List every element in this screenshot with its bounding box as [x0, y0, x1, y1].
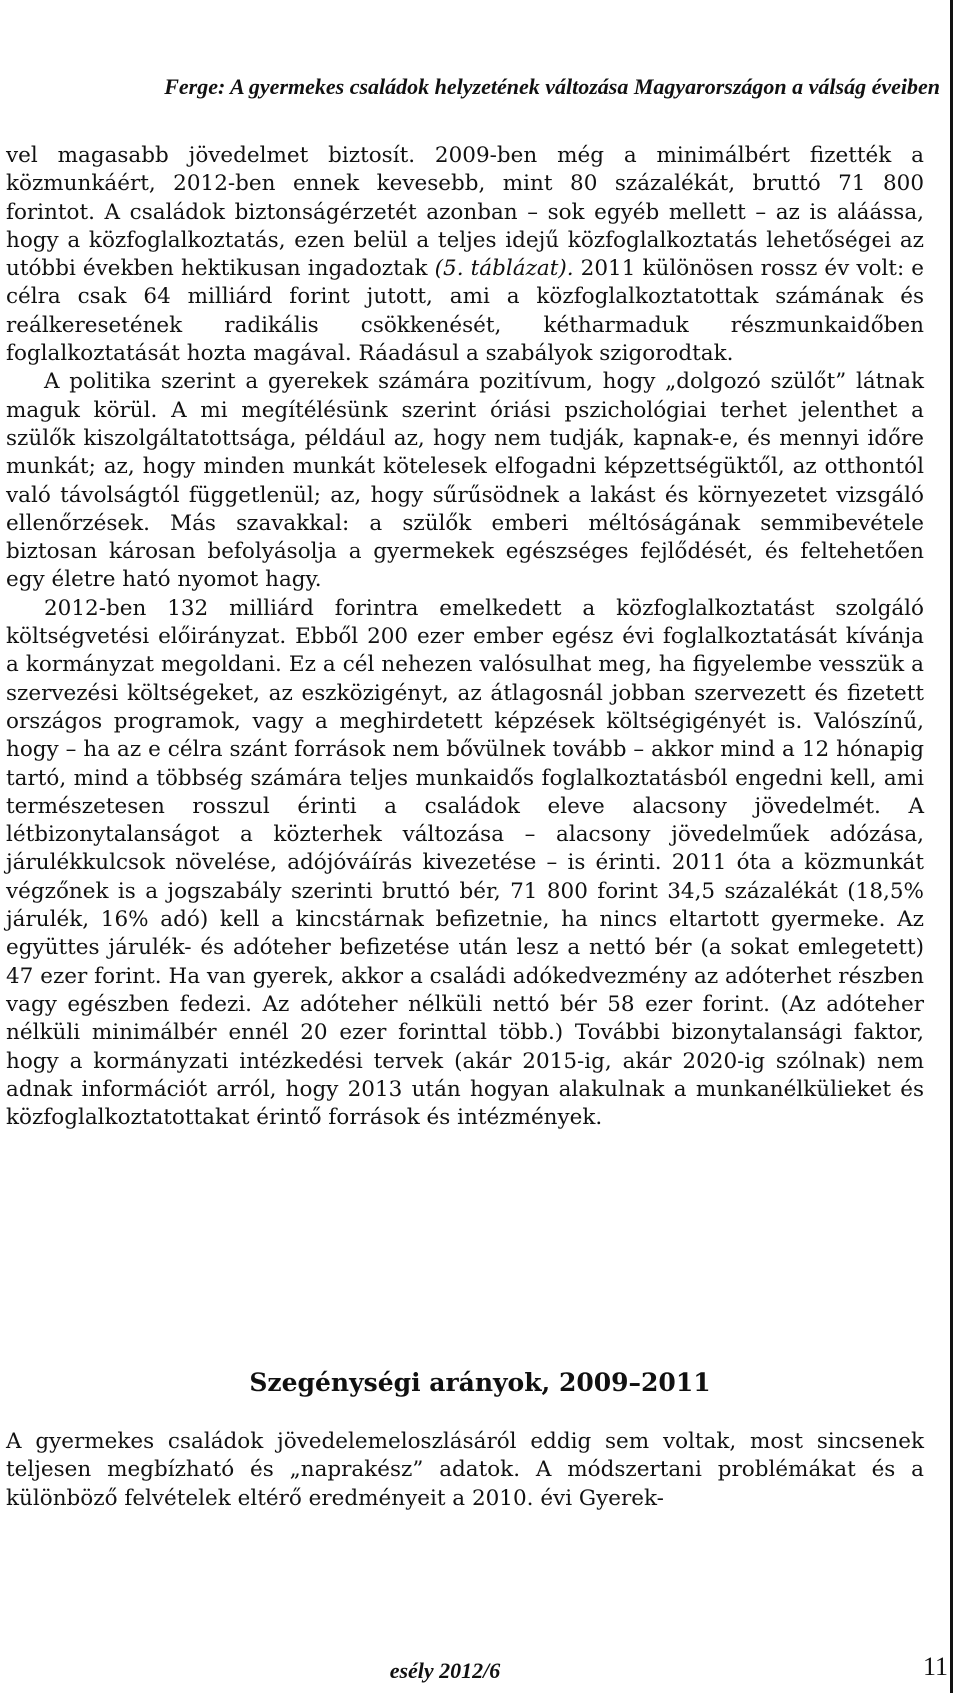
- paragraph-1-text-b: 2011 különösen rossz év volt: e célra csak 64 milliárd forint jutott, ami a közfoglalkoztatottak számának és reálkeresetének radikális csökkenését, kétharmaduk részmunkaidőben foglalkoztatását hozta magával. Ráadásul a szabályok szigorodtak.: [6, 256, 924, 367]
- paragraph-2: A politika szerint a gyerekek számára pozitívum, hogy „dolgozó szülőt” látnak maguk körül. A mi megítélésünk szerint óriási pszichológiai terhet jelenthet a szülők kiszolgáltatottsága, például az, hogy nem tudják, kapnak-e, és mennyi időre munkát; az, hogy minden munkát kötelesek elfogadni képzettségüktől, az otthontól való távolságtól függetlenül; az, hogy sűrűsödnek a lakást és környezetet vizsgáló ellenőrzések. Más szavakkal: a szülők emberi méltóságának semmibevétele biztosan károsan befolyásolja a gyermekek egészséges fejlődését, és feltehetően egy életre ható nyomot hagy.: [6, 369, 924, 593]
- section-heading: Szegénységi arányok, 2009–2011: [249, 1368, 711, 1397]
- footer-journal-issue: esély 2012/6: [389, 1658, 501, 1683]
- paragraph-3: 2012-ben 132 milliárd forintra emelkedett a közfoglalkoztatást szolgáló költségvetési előirányzat. Ebből 200 ezer ember egész évi foglalkoztatását kívánja a kormányzat megoldani. Ez a cél nehezen valósulhat meg, ha figyelembe vesszük a szervezési költségeket, az eszközigényt, az átlagosnál jobban szervezett és fizetett országos programok, vagy a meghirdetett képzések költségigényét is. Valószínű, hogy – ha az e célra szánt források nem bővülnek tovább – akkor mind a 12 hónapig tartó, mind a többség számára teljes munkaidős foglalkoztatásból engedni kell, ami természetesen rosszul érinti a családok eleve alacsony jövedelmét. A létbizonytalanságot a közterhek változása – alacsony jövedelműek adózása, járulékkulcsok növelése, adójóváírás kivezetése – is érinti. 2011 óta a közmunkát végzőnek is a jogszabály szerinti bruttó bér, 71 800 forint 34,5 százalékát (18,5% járulék, 16% adó) kell a kincstárnak befizetnie, ha nincs eltartott gyermeke. Az együttes járulék- és adóteher befizetése után lesz a nettó bér (a sokat emlegetett) 47 ezer forint. Ha van gyerek, akkor a családi adókedvezmény az adóterhet részben vagy egészben fedezi. Az adóteher nélküli nettó bér 58 ezer forint. (Az adóteher nélküli minimálbér ennél 20 ezer forinttal több.) További bizonytalansági faktor, hogy a kormányzati intézkedési tervek (akár 2015-ig, akár 2020-ig szólnak) nem adnak információt arról, hogy 2013 után hogyan alakulnak a munkanélkülieket és közfoglalkoztatottakat érintő források és intézmények.: [6, 595, 924, 1131]
- table-reference: (5. táblázat).: [434, 256, 574, 282]
- paragraph-1: [6, 142, 924, 368]
- page-number: 11: [922, 1652, 948, 1681]
- page-edge-rule: [950, 0, 953, 1693]
- section-paragraph: A gyermekes családok jövedelemeloszlásáról eddig sem voltak, most sincsenek teljesen megbízható és „naprakész” adatok. A módszertani problémákat és a különböző felvételek eltérő eredményeit a 2010. évi Gyerek-: [6, 1429, 924, 1511]
- paragraph-1-text-a: vel magasabb jövedelmet biztosít. 2009-ben még a minimálbért fizették a közmunkáért, 2012-ben ennek kevesebb, mint 80 százalékát, bruttó 71 800 forintot. A családok biztonságérzetét azonban – sok egyéb mellett – az is aláássa, hogy a közfoglalkoztatás, ezen belül a teljes idejű közfoglalkoztatás lehetőségei az utóbbi években hektikusan ingadoztak: [6, 143, 924, 282]
- running-header: Ferge: A gyermekes családok helyzetének változása Magyarországon a válság éveiben: [164, 74, 940, 99]
- article-body: [6, 142, 924, 1132]
